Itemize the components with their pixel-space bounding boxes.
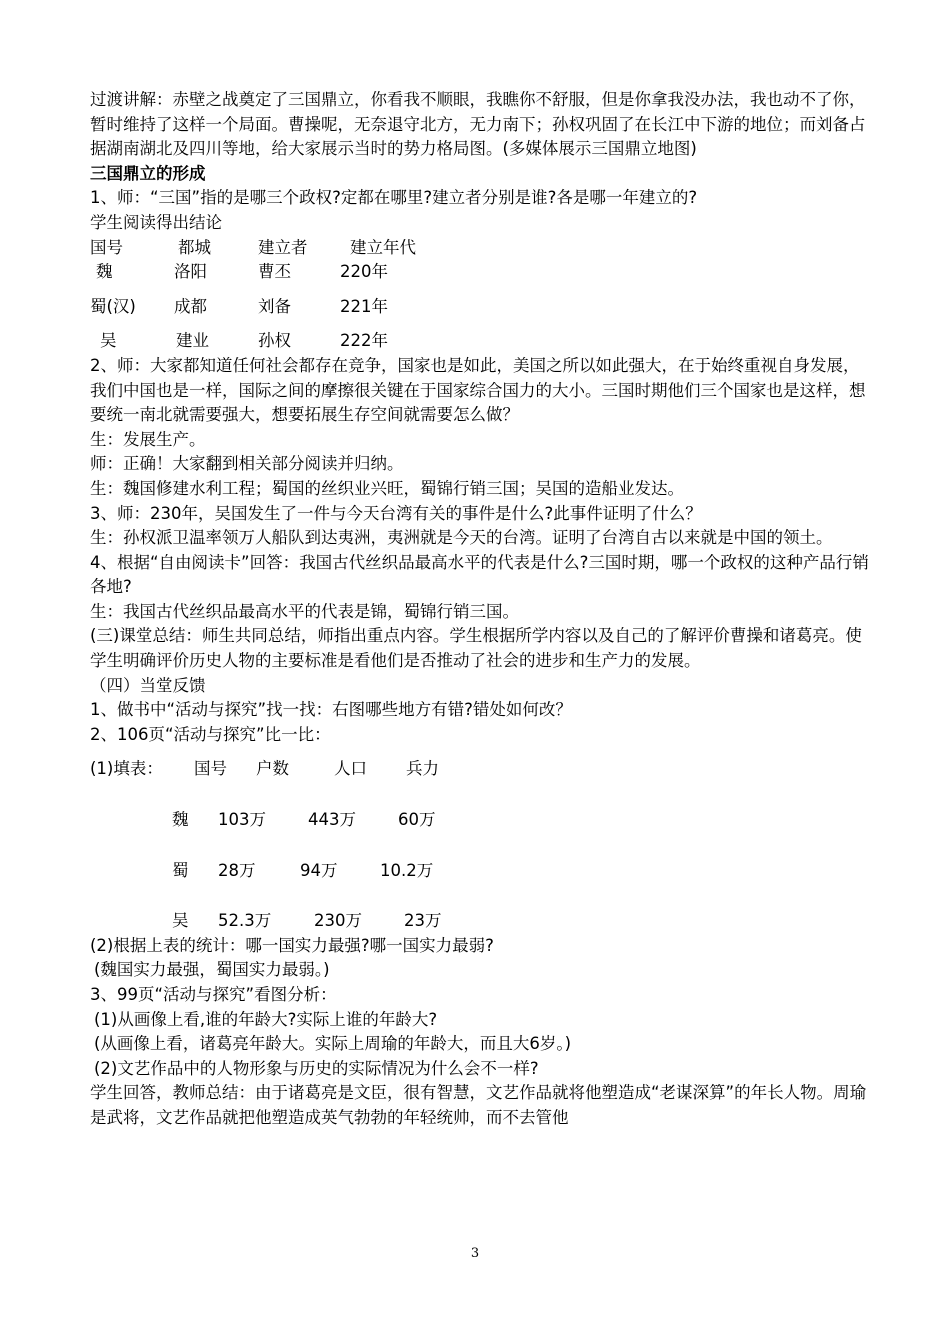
population-table-cell: 443万 (308, 810, 356, 830)
feedback-2-question-2: (2)根据上表的统计：哪一国实力最强?哪一国实力最弱? (90, 935, 494, 955)
kingdom-table-header-cell: 建立者 (258, 237, 308, 257)
kingdom-table-cell: 曹丕 (258, 262, 291, 282)
kingdom-table-cell: 220年 (340, 262, 388, 282)
student-answer: 生：发展生产。 (90, 429, 206, 449)
kingdom-table-header-cell: 建立年代 (350, 237, 416, 257)
kingdom-table-cell: 刘备 (258, 296, 291, 316)
teacher-conclusion: 学生回答，教师总结：由于诸葛亮是文臣，很有智慧，文艺作品就将他塑造成“老谋深算”的年长人物。周瑜是武将，文艺作品就把他塑造成英气勃勃的年轻统帅，而不去管他 (90, 1083, 867, 1127)
kingdom-table-cell: 成都 (174, 296, 207, 316)
document-page (90, 88, 870, 1131)
population-table-row (90, 808, 870, 833)
population-table-header-cell: 人口 (334, 759, 367, 779)
feedback-item-2: 2、106页“活动与探究”比一比： (90, 724, 331, 744)
kingdom-table-row (90, 329, 870, 354)
population-table-cell: 23万 (404, 911, 442, 931)
kingdom-table (90, 236, 870, 354)
population-table-cell: 蜀 (172, 860, 189, 880)
kingdom-table-row (90, 295, 870, 320)
student-answer: 生：孙权派卫温率领万人船队到达夷洲，夷洲就是今天的台湾。证明了台湾自古以来就是中国的领土。 (90, 528, 833, 548)
feedback-2-answer-2: (魏国实力最强，蜀国实力最弱。) (94, 960, 330, 980)
feedback-heading: （四）当堂反馈 (90, 675, 206, 695)
kingdom-table-header-cell: 都城 (178, 237, 211, 257)
page-number: 3 (470, 1246, 480, 1261)
population-table-row (90, 859, 870, 884)
kingdom-table-cell: 蜀(汉) (90, 296, 136, 316)
population-table-cell: 103万 (218, 810, 266, 830)
kingdom-table-cell: 吴 (100, 331, 117, 351)
population-table-cell: 28万 (218, 860, 256, 880)
feedback-3-question-2: (2)文艺作品中的人物形象与历史的实际情况为什么会不一样? (94, 1058, 539, 1078)
question-1: 1、师：“三国”指的是哪三个政权?定都在哪里?建立者分别是谁?各是哪一年建立的? (90, 188, 698, 208)
feedback-item-3: 3、99页“活动与探究”看图分析： (90, 985, 337, 1004)
population-table-header-cell: 兵力 (406, 759, 439, 779)
population-table-header-cell: 国号 (194, 759, 227, 779)
teacher-remark: 师：正确！大家翻到相关部分阅读并归纳。 (90, 454, 404, 474)
population-table-row (90, 909, 870, 934)
fill-table-label: (1)填表： (90, 759, 163, 779)
population-table-header (90, 757, 870, 782)
kingdom-table-cell: 221年 (340, 296, 388, 316)
population-table-header-cell: 户数 (256, 759, 289, 779)
kingdom-table-cell: 建业 (176, 331, 209, 351)
population-table (90, 757, 870, 933)
feedback-3-answer-1: (从画像上看，诸葛亮年龄大。实际上周瑜的年龄大，而且大6岁。) (94, 1034, 572, 1054)
question-3: 3、师：230年，吴国发生了一件与今天台湾有关的事件是什么?此事件证明了什么？ (90, 503, 702, 523)
question-2: 2、师：大家都知道任何社会都存在竞争，国家也是如此，美国之所以如此强大，在于始终重视自身发展，我们中国也是一样，国际之间的摩擦很关键在于国家综合国力的大小。三国时期他们三个国家也是这样，想要统一南北就需要强大，想要拓展生存空间就需要怎么做？ (90, 355, 866, 425)
population-table-cell: 94万 (300, 860, 338, 880)
population-table-cell: 52.3万 (218, 911, 272, 931)
kingdom-table-cell: 洛阳 (174, 262, 207, 282)
population-table-cell: 魏 (172, 810, 189, 830)
kingdom-table-row (90, 260, 870, 285)
kingdom-table-cell: 魏 (96, 262, 113, 282)
question-4: 4、根据“自由阅读卡”回答：我国古代丝织品最高水平的代表是什么?三国时期，哪一个政权的这种产品行销各地? (90, 552, 869, 597)
section-heading: 三国鼎立的形成 (90, 163, 206, 183)
student-answer: 生：魏国修建水利工程；蜀国的丝织业兴旺，蜀锦行销三国；吴国的造船业发达。 (90, 478, 684, 498)
population-table-cell: 230万 (314, 911, 362, 931)
student-answer: 生：我国古代丝织品最高水平的代表是锦，蜀锦行销三国。 (90, 601, 519, 621)
feedback-item-1: 1、做书中“活动与探究”找一找：右图哪些地方有错?错处如何改？ (90, 700, 572, 720)
class-summary: (三)课堂总结：师生共同总结，师指出重点内容。学生根据所学内容以及自己的了解评价曹操和诸葛亮。使学生明确评价历史人物的主要标准是看他们是否推动了社会的进步和生产力的发展。 (90, 626, 862, 671)
population-table-cell: 60万 (398, 810, 436, 830)
kingdom-table-cell: 孙权 (258, 331, 291, 351)
kingdom-table-header (90, 236, 870, 261)
kingdom-table-header-cell: 国号 (90, 237, 123, 257)
population-table-cell: 吴 (172, 911, 189, 931)
population-table-cell: 10.2万 (380, 860, 434, 880)
question-1-answer-intro: 学生阅读得出结论 (90, 212, 222, 232)
feedback-3-question-1: (1)从画像上看,谁的年龄大?实际上谁的年龄大? (94, 1009, 438, 1029)
intro-paragraph: 过渡讲解：赤壁之战奠定了三国鼎立，你看我不顺眼，我瞧你不舒服，但是你拿我没办法，我也动不了你，暂时维持了这样一个局面。曹操呢，无奈退守北方，无力南下；孙权巩固了在长江中下游的地位；而刘备占据湖南湖北及四川等地，给大家展示当时的势力格局图。(多媒体展示三国鼎立地图) (90, 90, 866, 159)
kingdom-table-cell: 222年 (340, 331, 388, 351)
